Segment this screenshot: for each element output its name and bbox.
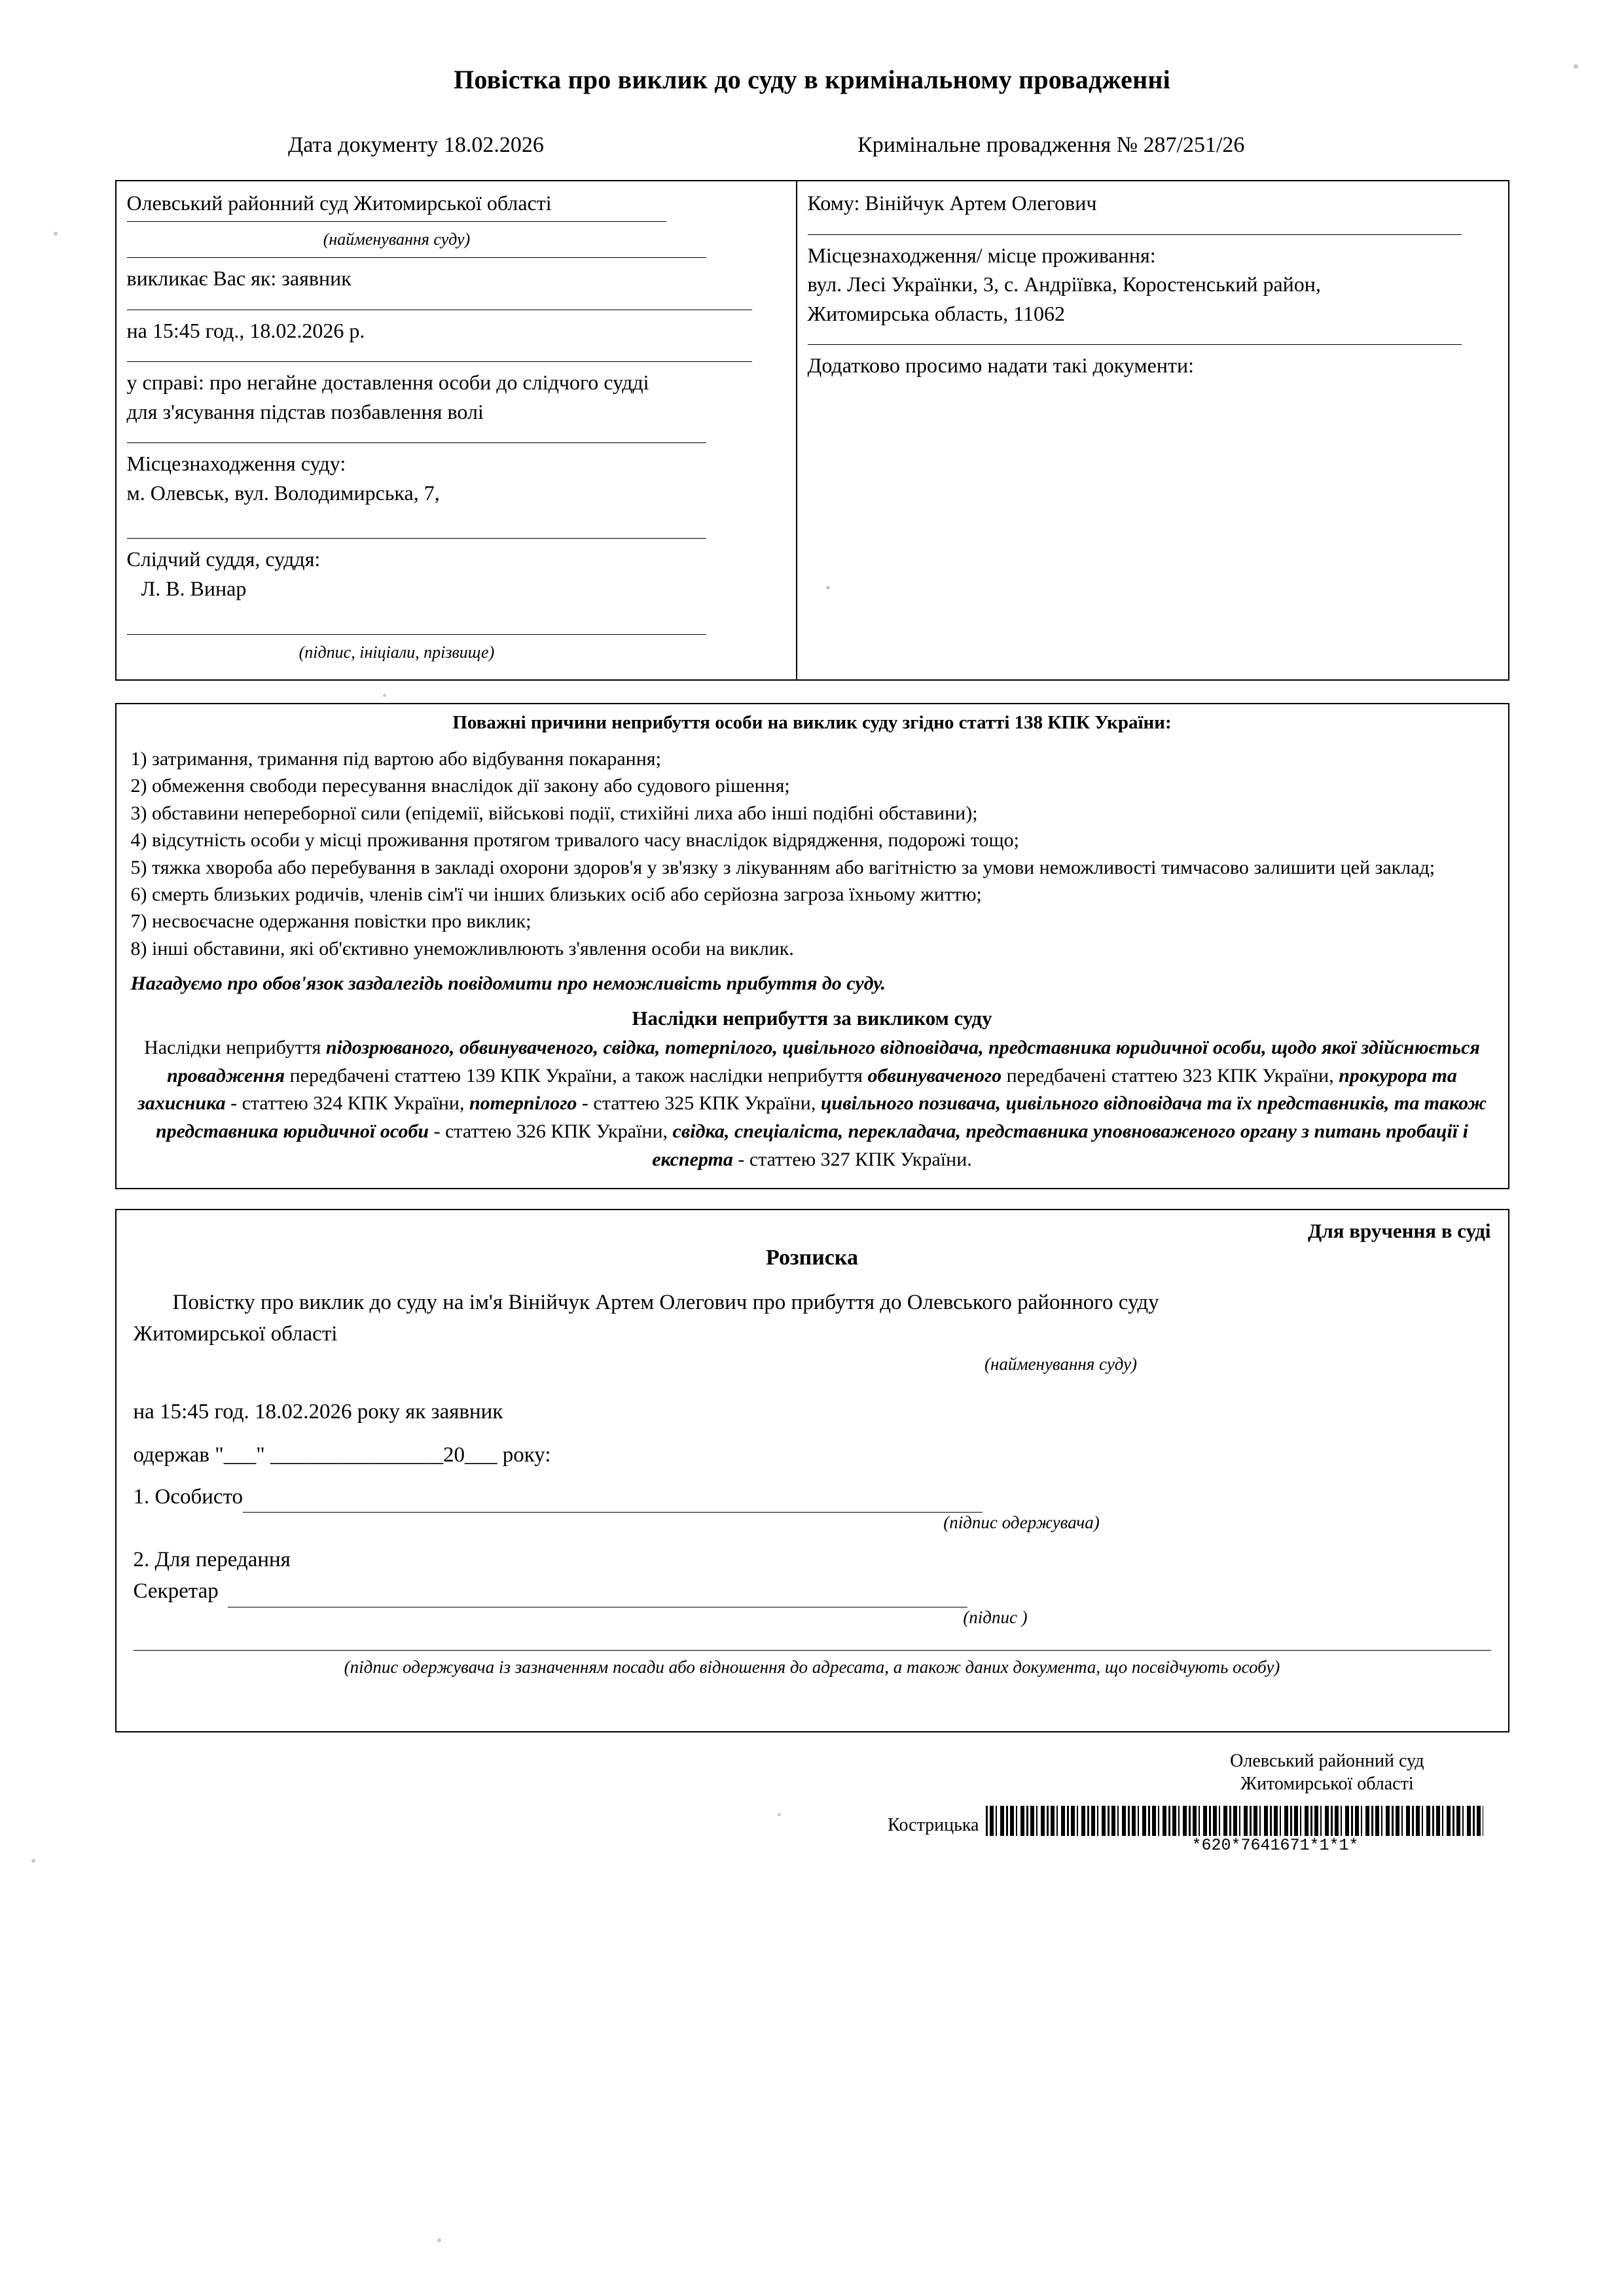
consq-part: - статтею 327 КПК України. [732, 1148, 972, 1170]
receipt-line-1: Повістку про виклик до суду на ім'я Вінійчук Артем Олегович про прибуття до Олевського районного суду [172, 1291, 1159, 1315]
receipt-item-1 [134, 1482, 1491, 1513]
called-as: викликає Вас як: заявник [126, 266, 352, 291]
reason-item: 8) інші обставини, які об'єктивно унеможливлюють з'явлення особи на виклик. [130, 937, 794, 960]
consq-part: - статтею 325 КПК України, [577, 1092, 821, 1115]
receipt-court-caption: (найменування суду) [984, 1354, 1138, 1374]
receipt-line-2: на 15:45 год. 18.02.2026 року як заявник [133, 1399, 503, 1424]
scan-speck [31, 1859, 35, 1863]
judge-label: Слідчий суддя, суддя: [126, 547, 321, 571]
receipt-title: Розписка [766, 1246, 858, 1270]
consq-part: - статтею 326 КПК України, [429, 1120, 673, 1142]
receipt-item-2-caption: (підпис ) [963, 1607, 1028, 1628]
consq-part: прокурора та захисника [137, 1064, 1457, 1115]
consq-part: свідка, спеціаліста, перекладача, представника уповноваженого органу з питань пробації і експерта [652, 1120, 1468, 1170]
document-footer [115, 1749, 1509, 1856]
consq-part: передбачені статтею 139 КПК України, а також наслідки неприбуття [285, 1064, 868, 1086]
document-meta [72, 133, 1552, 158]
court-name-rule [127, 221, 667, 222]
blank-rule [127, 538, 706, 539]
consq-part: підозрюваного, обвинуваченого, свідка, потерпілого, цивільного відповідача, представника юридичної особи, щодо якої здійснюється провадження [167, 1037, 1480, 1086]
blank-rule [808, 234, 1462, 235]
receipt-item-2-sub [134, 1576, 1491, 1607]
addressee-column [797, 181, 1508, 679]
barcode-image [986, 1806, 1483, 1836]
summons-details-box [115, 180, 1509, 681]
address-label: Місцезнаходження/ місце проживання: [807, 243, 1156, 267]
scan-speck [437, 2238, 441, 2242]
receipt-item-1-label: 1. Особисто [133, 1484, 244, 1509]
blank-rule [127, 442, 706, 443]
valid-reasons-box [115, 703, 1509, 1189]
court-location-label: Місцезнаходження суду: [126, 452, 346, 476]
court-stamp [1230, 1749, 1424, 1795]
clerk-name: Кострицька [888, 1815, 979, 1836]
scan-speck [826, 586, 830, 590]
blank-rule [808, 344, 1462, 345]
receipt-line-1b: Житомирської області [133, 1322, 338, 1346]
court-location-value: м. Олевськ, вул. Володимирська, 7, [126, 480, 440, 505]
court-name-caption: (найменування суду) [323, 229, 471, 249]
court-stamp-line-2: Житомирської області [1240, 1774, 1414, 1795]
consequences-heading: Наслідки неприбуття за викликом суду [632, 1007, 992, 1030]
receipt-item-1-caption: (підпис одержувача) [943, 1513, 1100, 1533]
signature-rule [127, 634, 706, 635]
blank-rule [127, 361, 753, 362]
barcode-number: *620*7641671*1*1* [1191, 1836, 1359, 1856]
page-title: Повістка про виклик до суду в кримінальному провадженні [454, 65, 1170, 94]
receipt-secretary-field[interactable] [228, 1587, 967, 1607]
consq-part: передбачені статтею 323 КПК України, [1001, 1064, 1339, 1086]
consq-part: потерпілого [469, 1092, 577, 1115]
case-subject-line-1: у справі: про негайне доставлення особи до слідчого судді [126, 370, 649, 395]
reason-item: 7) несвоєчасне одержання повістки про виклик; [130, 910, 532, 933]
reason-item: 3) обставини непереборної сили (епідемії, військові події, стихійні лиха або інші подібні обставини); [130, 802, 978, 824]
for-delivery-label: Для вручення в суді [1308, 1219, 1491, 1243]
consq-part: - статтею 324 КПК України, [225, 1092, 469, 1115]
receipt-bottom-note: (підпис одержувача із зазначенням посади або відношення до адресата, а також даних документа, що посвідчують особу) [134, 1650, 1491, 1677]
barcode-row [888, 1806, 1483, 1836]
case-subject-line-2: для з'ясування підстав позбавлення волі [126, 399, 484, 423]
valid-reasons-heading: Поважні причини неприбуття особи на виклик суду згідно статті 138 КПК України: [452, 712, 1172, 734]
receipt-item-2: 2. Для передання [133, 1548, 291, 1572]
scan-speck [383, 694, 386, 697]
scan-speck [1574, 64, 1578, 69]
judge-name: Л. В. Винар [141, 576, 247, 600]
court-stamp-line-1: Олевський районний суд [1230, 1751, 1424, 1772]
scan-speck [54, 232, 58, 236]
addressee-name: Кому: Вінійчук Артем Олегович [807, 191, 1097, 215]
signature-caption: (підпис, ініціали, прізвище) [298, 642, 495, 662]
court-name: Олевський районний суд Житомирської області [126, 191, 552, 215]
consq-part: обвинуваченого [867, 1064, 1002, 1086]
reason-item: 1) затримання, тримання під вартою або відбування покарання; [130, 748, 661, 770]
receipt-line-3: одержав "___" ________________20___ року: [133, 1443, 551, 1467]
documents-request: Додатково просимо надати такі документи: [807, 353, 1194, 378]
reason-item: 6) смерть близьких родичів, членів сім'ї чи інших близьких осіб або серйозна загроза їхньому життю; [130, 884, 982, 906]
blank-rule [127, 257, 706, 258]
receipt-item-1-field[interactable] [243, 1492, 983, 1513]
document-date: Дата документу 18.02.2026 [288, 133, 544, 157]
criminal-proceeding-number: Кримінальне провадження № 287/251/26 [857, 133, 1245, 157]
receipt-secretary-label: Секретар [133, 1579, 219, 1604]
receipt-box [115, 1209, 1509, 1732]
reason-item: 4) відсутність особи у місці проживання протягом тривалого часу внаслідок відрядження, подорожі тощо; [130, 829, 1019, 852]
consq-part: цивільного позивача, цивільного відповідача та їх представників, та також представника юридичної особи [156, 1092, 1487, 1142]
consequences-text [131, 1034, 1494, 1174]
reason-item: 5) тяжка хвороба або перебування в закладі охорони здоров'я у зв'язку з лікуванням або вагітністю за умови неможливості тимчасово залишити цей заклад; [130, 856, 1435, 878]
reminder-text: Нагадуємо про обов'язок заздалегідь повідомити про неможливість прибуття до суду. [130, 973, 886, 995]
consq-part: Наслідки неприбуття [144, 1037, 326, 1059]
court-column [117, 181, 797, 679]
reason-item: 2) обмеження свободи пересування внаслідок дії закону або судового рішення; [130, 775, 790, 797]
appearance-datetime: на 15:45 год., 18.02.2026 р. [126, 318, 365, 342]
address-line-2: Житомирська область, 11062 [807, 301, 1065, 325]
address-line-1: вул. Лесі Українки, 3, с. Андріївка, Коростенський район, [807, 272, 1321, 296]
